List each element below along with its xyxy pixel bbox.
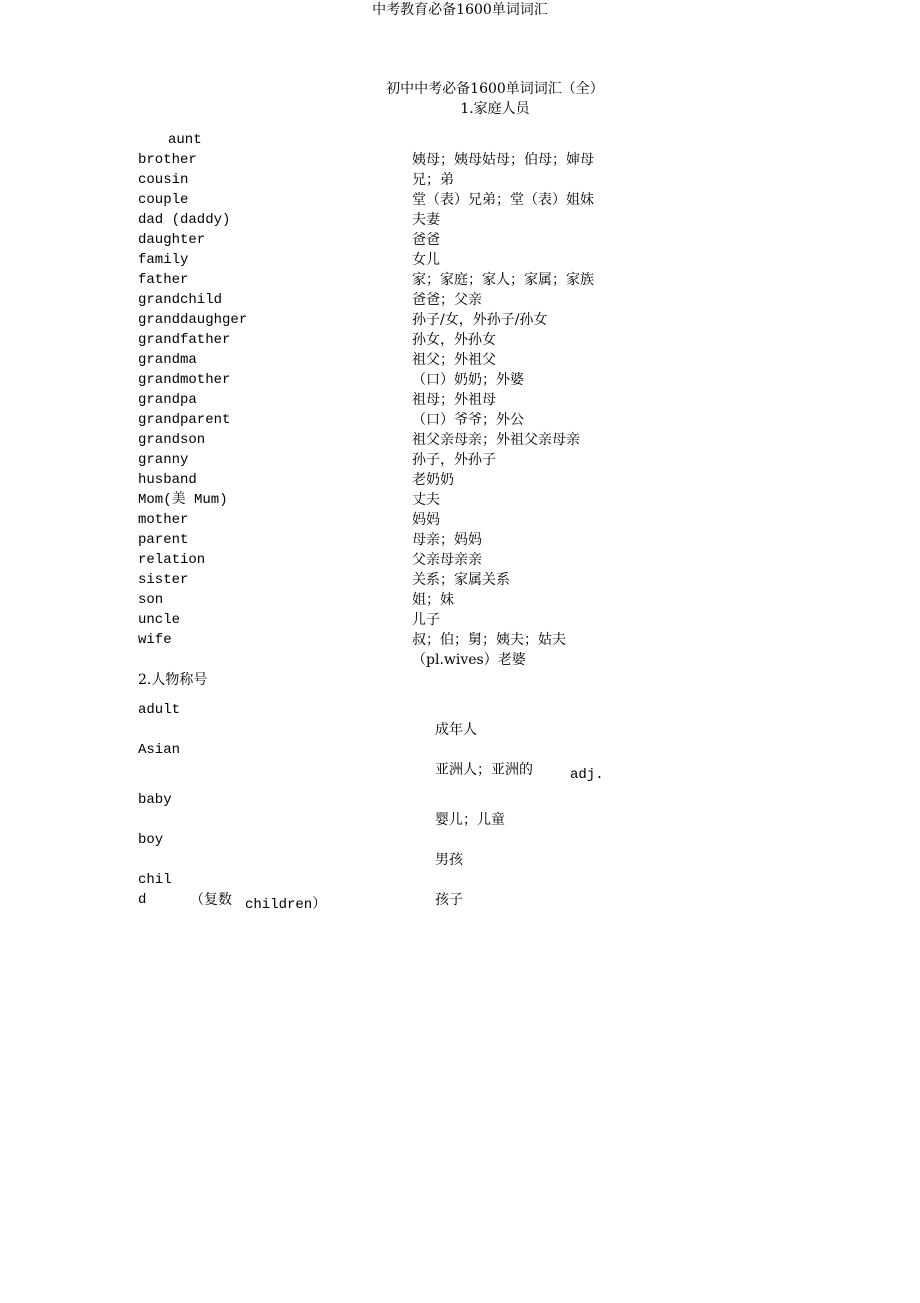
meaning: 孙子/女，外孙子/孙女 [412,312,548,328]
word: couple [138,192,189,208]
meaning: 儿子 [412,612,440,628]
word: relation [138,552,206,568]
meaning: 叔；伯；舅；姨夫；姑夫 [412,632,566,648]
word: grandfather [138,332,231,348]
meaning: 女儿 [412,252,440,268]
meaning: 孩子 [435,892,463,908]
meaning: 成年人 [435,722,477,738]
word: sister [138,572,189,588]
word: grandson [138,432,206,448]
word: parent [138,532,189,548]
word: brother [138,152,197,168]
word: grandmother [138,372,231,388]
word: granddaughger [138,312,248,328]
plural-note-value: children） [245,897,327,913]
word: baby [138,792,172,808]
word: husband [138,472,197,488]
meaning: 父亲母亲亲 [412,552,482,568]
word: family [138,252,189,268]
section-1-title: 1.家庭人员 [460,101,530,117]
document-title: 初中中考必备1600单词词汇（全） [386,81,604,97]
meaning: 家；家庭；家人；家属；家族 [412,272,594,288]
meaning: 祖母；外祖母 [412,392,496,408]
word: Mom(美 Mum) [138,492,228,508]
meaning: 祖父亲母亲；外祖父亲母亲 [412,432,580,448]
pos-tag: adj. [570,767,604,783]
plural-note-label: （复数 [190,892,232,908]
word: mother [138,512,189,528]
meaning: （pl.wives）老婆 [412,652,526,668]
meaning: 丈夫 [412,492,440,508]
meaning: 母亲；妈妈 [412,532,482,548]
word: dad (daddy) [138,212,231,228]
word: aunt [168,132,202,148]
word-continuation: d [138,892,147,908]
word: grandpa [138,392,197,408]
word: father [138,272,189,288]
meaning: 孙女，外孙女 [412,332,496,348]
meaning: 爸爸 [412,232,440,248]
word: chil [138,872,172,888]
word: son [138,592,164,608]
page-header: 中考教育必备1600单词词汇 [372,2,548,18]
word: adult [138,702,181,718]
meaning: （口）奶奶；外婆 [412,372,524,388]
word: grandchild [138,292,223,308]
word: Asian [138,742,181,758]
word: daughter [138,232,206,248]
meaning: 老奶奶 [412,472,454,488]
meaning: 夫妻 [412,212,440,228]
word: grandparent [138,412,231,428]
word: grandma [138,352,197,368]
meaning: 亚洲人；亚洲的 [435,762,533,778]
meaning: 关系；家属关系 [412,572,510,588]
meaning: 姐；妹 [412,592,454,608]
section-2-title: 2.人物称号 [138,672,208,688]
meaning: 姨母；姨母姑母；伯母；婶母 [412,152,594,168]
meaning: 爸爸；父亲 [412,292,482,308]
meaning: 堂（表）兄弟；堂（表）姐妹 [412,192,594,208]
meaning: 妈妈 [412,512,440,528]
meaning: （口）爷爷；外公 [412,412,524,428]
word: wife [138,632,172,648]
meaning: 兄；弟 [412,172,454,188]
meaning: 祖父；外祖父 [412,352,496,368]
word: boy [138,832,164,848]
word: granny [138,452,189,468]
meaning: 婴儿；儿童 [435,812,505,828]
word: cousin [138,172,189,188]
meaning: 孙子，外孙子 [412,452,496,468]
word: uncle [138,612,181,628]
meaning: 男孩 [435,852,463,868]
